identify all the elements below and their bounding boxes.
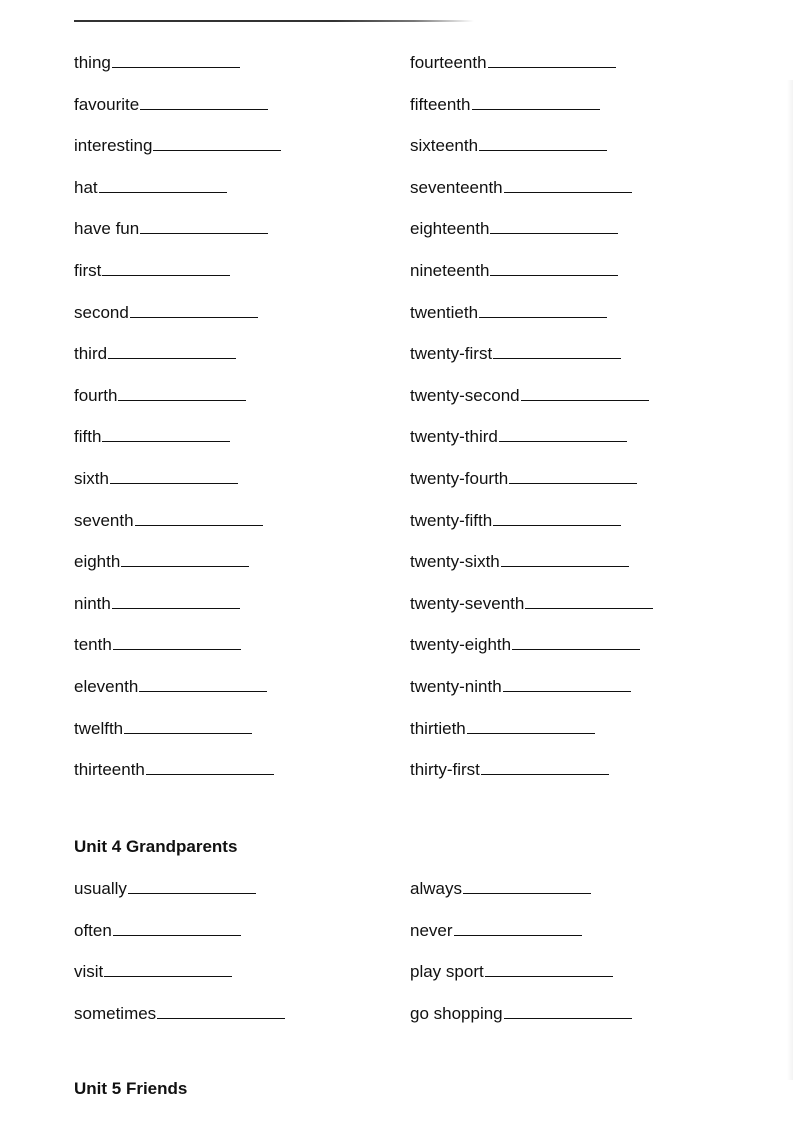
vocab-item [74, 959, 410, 1001]
answer-blank-line[interactable] [463, 893, 591, 894]
answer-blank-line[interactable] [504, 192, 632, 193]
vocab-item [410, 50, 714, 92]
vocab-word: always [410, 879, 462, 898]
answer-blank-line[interactable] [503, 691, 631, 692]
vocab-item [74, 876, 410, 918]
vocab-item [410, 424, 714, 466]
answer-blank-line[interactable] [153, 150, 281, 151]
answer-blank-line[interactable] [140, 109, 268, 110]
vocab-word: eighteenth [410, 219, 490, 239]
unit4-heading: Unit 4 Grandparents [74, 837, 238, 856]
vocab-item [410, 632, 714, 674]
vocab-item [74, 133, 410, 175]
vocab-item [74, 918, 410, 960]
vocab-item [410, 674, 714, 716]
answer-blank-line[interactable] [108, 358, 236, 359]
vocab-item [410, 591, 714, 633]
vocab-item [410, 175, 714, 217]
vocab-item [74, 216, 410, 258]
vocab-word: tenth [74, 635, 112, 655]
answer-blank-line[interactable] [110, 483, 238, 484]
vocab-item [74, 508, 410, 550]
vocab-item [74, 92, 410, 134]
vocab-item [410, 876, 714, 918]
vocab-word: never [410, 920, 453, 940]
vocab-word: go shopping [410, 1003, 503, 1023]
vocab-word: sixteenth [410, 136, 479, 156]
answer-blank-line[interactable] [112, 608, 240, 609]
vocab-word: first [74, 260, 102, 280]
vocab-word: fourth [74, 385, 118, 405]
vocab-word: twentieth [410, 302, 479, 322]
answer-blank-line[interactable] [509, 483, 637, 484]
vocab-word: twenty-first [410, 344, 493, 364]
answer-blank-line[interactable] [485, 976, 613, 977]
vocab-word: twenty-ninth [410, 676, 502, 696]
vocab-word: thirteenth [74, 760, 145, 780]
vocab-item [410, 1001, 714, 1043]
vocab-word: eighth [74, 552, 121, 572]
answer-blank-line[interactable] [124, 733, 252, 734]
vocab-item [74, 757, 410, 799]
vocab-item [74, 1001, 410, 1043]
vocab-item [410, 466, 714, 508]
answer-blank-line[interactable] [512, 649, 640, 650]
vocab-item [74, 466, 410, 508]
vocab-word: second [74, 302, 129, 322]
vocab-word: fifteenth [410, 94, 471, 114]
answer-blank-line[interactable] [504, 1018, 632, 1019]
vocab-item [410, 549, 714, 591]
vocab-word: twenty-eighth [410, 635, 512, 655]
vocab-item [410, 216, 714, 258]
vocab-word: twenty-fifth [410, 510, 493, 530]
vocab-word: sometimes [74, 1003, 157, 1023]
answer-blank-line[interactable] [493, 358, 621, 359]
vocab-item [410, 716, 714, 758]
vocab-word: twenty-fourth [410, 468, 509, 488]
vocab-word: often [74, 920, 112, 940]
answer-blank-line[interactable] [140, 233, 268, 234]
vocab-word: nineteenth [410, 260, 490, 280]
answer-blank-line[interactable] [472, 109, 600, 110]
vocab-word: ninth [74, 593, 111, 613]
vocab-item [410, 300, 714, 342]
answer-blank-line[interactable] [102, 275, 230, 276]
answer-blank-line[interactable] [501, 566, 629, 567]
answer-blank-line[interactable] [118, 400, 246, 401]
answer-blank-line[interactable] [104, 976, 232, 977]
vocab-word: seventeenth [410, 177, 503, 197]
answer-blank-line[interactable] [112, 67, 240, 68]
answer-blank-line[interactable] [525, 608, 653, 609]
vocab-word: third [74, 344, 108, 364]
vocab-word: twenty-second [410, 385, 520, 405]
vocab-item [410, 959, 714, 1001]
vocabulary-grid-unit3 [74, 50, 714, 799]
vocab-word: seventh [74, 510, 134, 530]
vocab-item [74, 424, 410, 466]
vocab-item [74, 300, 410, 342]
vocab-word: twenty-seventh [410, 593, 525, 613]
vocab-item [410, 383, 714, 425]
vocab-item [410, 133, 714, 175]
answer-blank-line[interactable] [113, 649, 241, 650]
answer-blank-line[interactable] [481, 774, 609, 775]
vocab-word: usually [74, 879, 127, 898]
answer-blank-line[interactable] [488, 67, 616, 68]
vocab-word: twenty-sixth [410, 552, 500, 572]
vocab-word: fifth [74, 427, 102, 447]
vocab-word: thirtieth [410, 718, 466, 738]
vocab-item [74, 175, 410, 217]
vocab-item [74, 632, 410, 674]
vocab-item [410, 918, 714, 960]
page-edge-shadow [787, 80, 793, 1080]
vocab-word: have fun [74, 219, 140, 239]
vocab-item [410, 508, 714, 550]
answer-blank-line[interactable] [493, 525, 621, 526]
vocab-item [74, 674, 410, 716]
answer-blank-line[interactable] [499, 441, 627, 442]
vocab-item [74, 50, 410, 92]
vocab-item [74, 383, 410, 425]
answer-blank-line[interactable] [135, 525, 263, 526]
answer-blank-line[interactable] [113, 935, 241, 936]
answer-blank-line[interactable] [490, 275, 618, 276]
answer-blank-line[interactable] [454, 935, 582, 936]
vocab-word: favourite [74, 94, 140, 114]
vocab-word: visit [74, 962, 104, 982]
vocab-word: interesting [74, 136, 153, 156]
vocab-word: sixth [74, 468, 109, 488]
answer-blank-line[interactable] [128, 893, 256, 894]
vocab-item [410, 757, 714, 799]
vocab-word: play sport [410, 962, 484, 982]
answer-blank-line[interactable] [521, 400, 649, 401]
answer-blank-line[interactable] [157, 1018, 285, 1019]
vocab-item [74, 258, 410, 300]
answer-blank-line[interactable] [121, 566, 249, 567]
answer-blank-line[interactable] [139, 691, 267, 692]
answer-blank-line[interactable] [99, 192, 227, 193]
vocab-item [74, 341, 410, 383]
vocab-item [74, 591, 410, 633]
vocab-word: eleventh [74, 676, 139, 696]
unit5-heading: Unit 5 Friends [74, 1079, 188, 1098]
answer-blank-line[interactable] [130, 317, 258, 318]
vocab-word: fourteenth [410, 53, 487, 72]
answer-blank-line[interactable] [467, 733, 595, 734]
vocab-word: twelfth [74, 718, 124, 738]
vocabulary-grid-unit4 [74, 876, 714, 1042]
vocab-item [74, 716, 410, 758]
answer-blank-line[interactable] [102, 441, 230, 442]
vocab-item [74, 549, 410, 591]
vocab-word: hat [74, 177, 98, 197]
vocab-word: thirty-first [410, 760, 480, 780]
vocab-word: twenty-third [410, 427, 498, 447]
answer-blank-line[interactable] [146, 774, 274, 775]
vocab-item [410, 92, 714, 134]
answer-blank-line[interactable] [479, 317, 607, 318]
top-divider-line [74, 20, 474, 22]
vocab-item [410, 258, 714, 300]
vocab-word: thing [74, 53, 111, 72]
answer-blank-line[interactable] [479, 150, 607, 151]
answer-blank-line[interactable] [490, 233, 618, 234]
vocab-item [410, 341, 714, 383]
